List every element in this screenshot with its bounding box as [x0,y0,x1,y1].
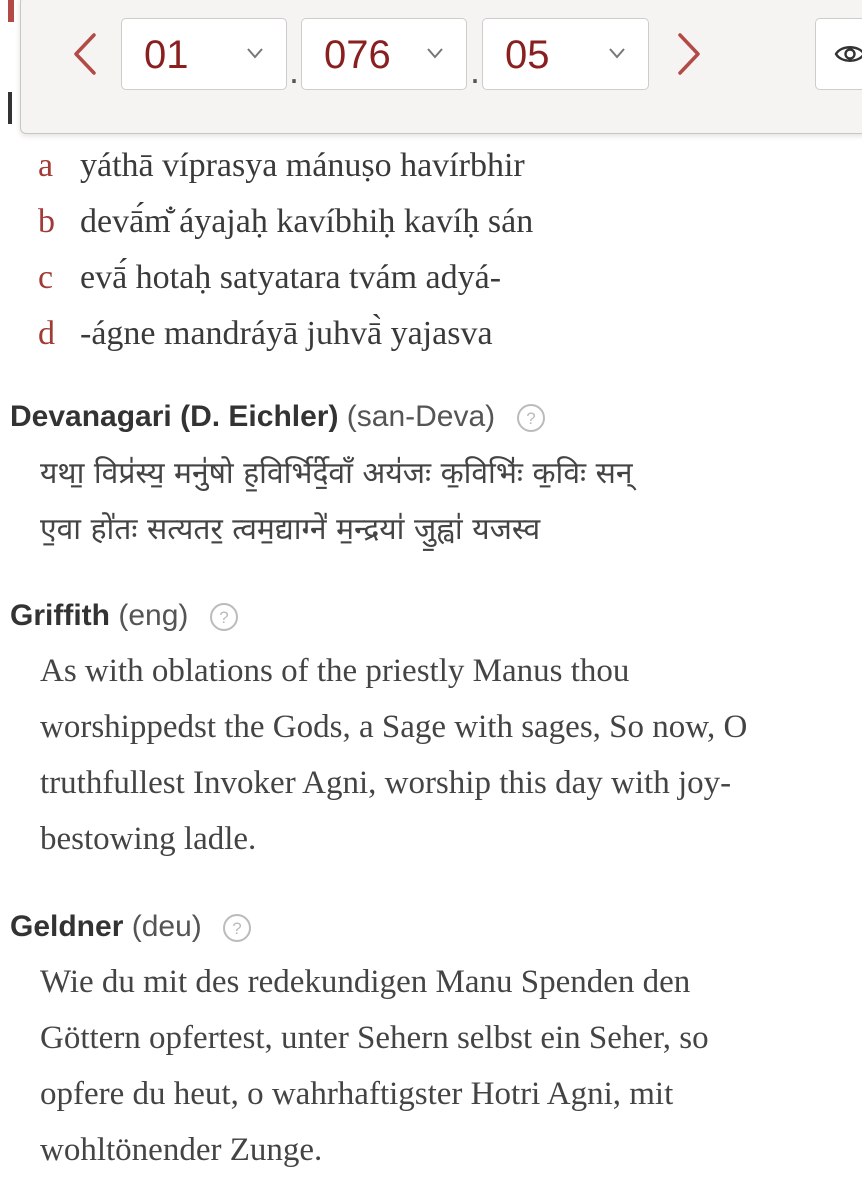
book-select[interactable] [121,18,287,90]
translation-line: Göttern opfertest, unter Sehern selbst ein Seher, so [40,1020,709,1056]
help-circle-icon[interactable] [516,403,546,433]
hymn-select-value: 076 [324,33,391,77]
previous-stanza-button[interactable] [65,31,105,79]
translation-line: worshippedst the Gods, a Sage with sages, So now, O [40,709,748,745]
verse-line-text: evā́ hotaḥ satyatara tvám adyá- [80,259,502,296]
chevron-down-icon [608,46,626,60]
section-language: (deu) [131,910,202,943]
svg-text:?: ? [525,409,536,429]
help-circle-icon[interactable] [209,602,239,632]
verse-line-c [38,250,533,306]
verse-line-a [38,138,533,194]
chevron-left-icon [70,31,100,77]
section-title: Devanagari (D. Eichler) [10,400,339,433]
verse-line-letter: d [38,315,55,352]
stanza-select[interactable] [482,18,649,90]
translation-line: wohltönender Zunge. [40,1132,323,1168]
verse-line-d [38,306,533,362]
stanza-navigation-bar [20,0,862,134]
devanagari-section-heading [10,397,546,437]
translation-line: As with oblations of the priestly Manus thou [40,653,630,689]
book-select-value: 01 [144,33,189,77]
svg-text:?: ? [218,608,229,628]
page-title-fragment [8,0,14,22]
devanagari-line: ए॒वा हो॑तः सत्यतर॒ त्वम॒द्याग्ने॑ म॒न्द्रया॑ जु॒ह्वा॑ यजस्व [40,512,541,547]
chevron-right-icon [674,31,704,77]
verse-line-b [38,194,533,250]
translation-line: Wie du mit des redekundigen Manu Spenden den [40,964,691,1000]
help-circle-icon[interactable] [222,913,252,943]
griffith-section-heading [10,596,239,636]
geldner-section-heading [10,907,252,947]
translation-line: bestowing ladle. [40,821,257,857]
section-language: (eng) [118,599,189,632]
section-language: (san-Deva) [346,400,496,433]
verse-line-text: yáthā víprasya mánuṣo havírbhir [80,147,525,184]
translation-line: truthfullest Invoker Agni, worship this day with joy- [40,765,732,801]
separator-dot: . [470,50,481,91]
section-title: Griffith [10,599,110,632]
chevron-down-icon [246,46,264,60]
griffith-translation [40,643,840,867]
devanagari-text [40,446,840,558]
chevron-down-icon [426,46,444,60]
separator-dot: . [289,50,300,91]
verse-lines [38,138,533,362]
verse-line-letter: a [38,147,54,184]
section-heading-fragment [8,92,12,124]
section-title: Geldner [10,910,124,943]
verse-line-text: devā́m̐ áyajaḥ kavíbhiḥ kavíḥ sán [80,203,534,240]
svg-text:?: ? [232,919,242,939]
verse-line-letter: b [38,203,55,240]
geldner-translation [40,954,840,1178]
devanagari-line: यथा॒ विप्र॑स्य॒ मनु॑षो ह॒विर्भि॑र्दे॒वाँ अय॑जः क॒विभिः॑ क॒विः सन् [40,456,633,491]
verse-line-text: -ágne mandráyā juhvā̀ yajasva [80,315,493,352]
verse-line-letter: c [38,259,54,296]
eye-icon [834,41,862,67]
next-stanza-button[interactable] [669,31,709,79]
hymn-select[interactable] [301,18,467,90]
view-options-button[interactable] [815,18,862,90]
stanza-select-value: 05 [505,33,550,77]
translation-line: opfere du heut, o wahrhaftigster Hotri Agni, mit [40,1076,674,1112]
